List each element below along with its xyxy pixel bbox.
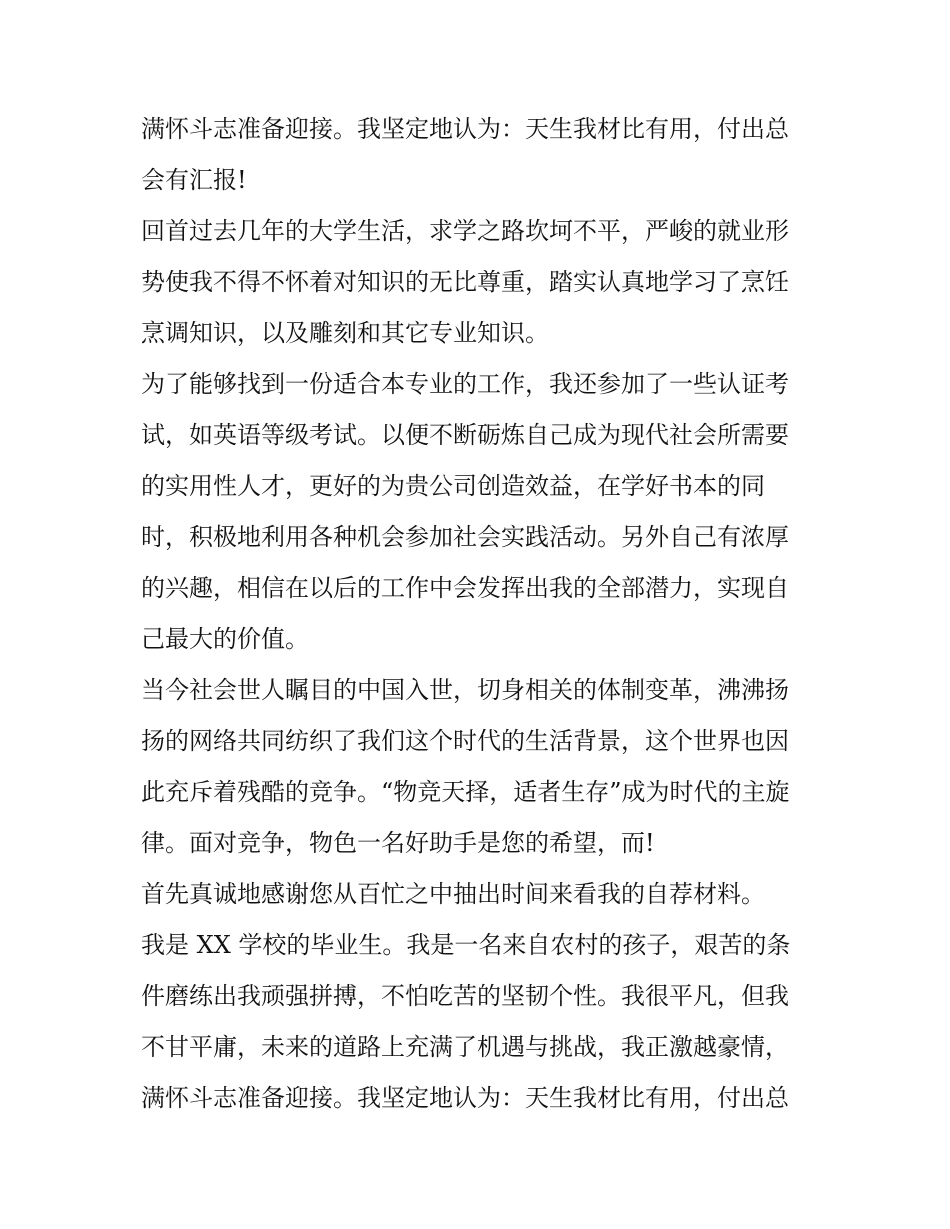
text-line: 烹调知识，以及雕刻和其它专业知识。 — [141, 319, 549, 347]
text-line: 当今社会世人瞩目的中国入世，切身相关的体制变革，沸沸扬 — [141, 676, 789, 704]
text-line: 满怀斗志准备迎接。我坚定地认为：天生我材比有用，付出总 — [141, 1084, 789, 1112]
text-line: 的实用性人才，更好的为贵公司创造效益，在学好书本的同 — [141, 472, 765, 500]
text-line: 律。面对竞争，物色一名好助手是您的希望，而! — [141, 829, 655, 857]
text-line: 回首过去几年的大学生活，求学之路坎坷不平，严峻的就业形 — [141, 217, 789, 245]
text-line: 首先真诚地感谢您从百忙之中抽出时间来看我的自荐材料。 — [141, 880, 765, 908]
text-line: 此充斥着残酷的竞争。“物竞天择，适者生存”成为时代的主旋 — [141, 778, 790, 806]
document-body — [141, 104, 821, 1124]
text-line: 不甘平庸，未来的道路上充满了机遇与挑战，我正激越豪情， — [141, 1033, 789, 1061]
text-line: 会有汇报! — [141, 166, 247, 194]
text-line: 势使我不得不怀着对知识的无比尊重，踏实认真地学习了烹饪 — [141, 268, 789, 296]
text-line: 试，如英语等级考试。以便不断砺炼自己成为现代社会所需要 — [141, 421, 789, 449]
text-line: 我是 XX 学校的毕业生。我是一名来自农村的孩子，艰苦的条 — [141, 931, 791, 959]
text-line: 时，积极地利用各种机会参加社会实践活动。另外自己有浓厚 — [141, 523, 789, 551]
text-line: 扬的网络共同纺织了我们这个时代的生活背景，这个世界也因 — [141, 727, 789, 755]
text-line: 己最大的价值。 — [141, 625, 309, 653]
text-line: 的兴趣，相信在以后的工作中会发挥出我的全部潜力，实现自 — [141, 574, 789, 602]
text-line: 件磨练出我顽强拼搏，不怕吃苦的坚韧个性。我很平凡，但我 — [141, 982, 789, 1010]
text-line: 为了能够找到一份适合本专业的工作，我还参加了一些认证考 — [141, 370, 789, 398]
text-line: 满怀斗志准备迎接。我坚定地认为：天生我材比有用，付出总 — [141, 115, 789, 143]
